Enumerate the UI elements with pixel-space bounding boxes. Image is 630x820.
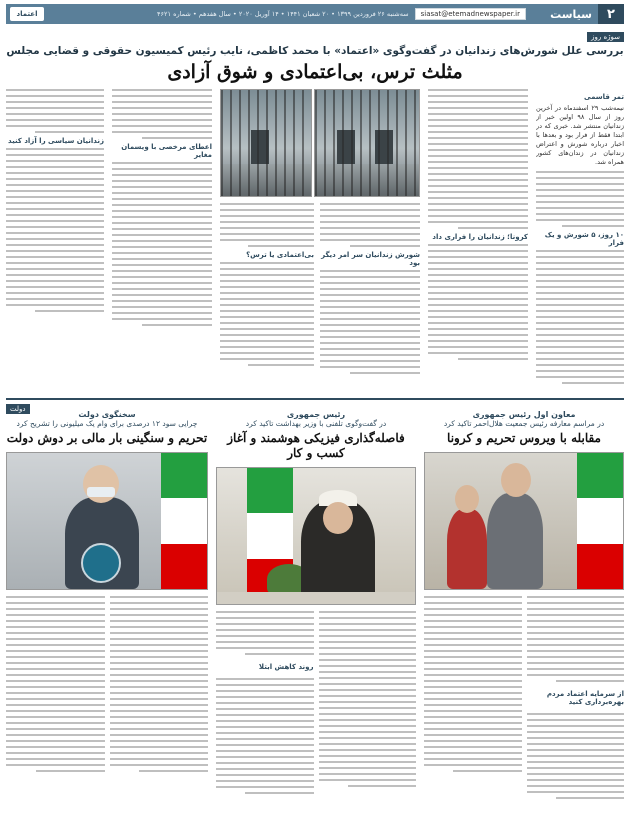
column-text xyxy=(536,250,624,384)
lead-headline: مثلث ترس، بی‌اعتمادی و شوق آزادی xyxy=(167,61,463,83)
lead-subhead-4: بی‌اعتمادی یا ترس؟ xyxy=(246,251,314,259)
lead-subhead-6: زندانیان سیاسی را آزاد کنید xyxy=(8,137,104,145)
lead-subhead-3: شورش زندانیان سر امر دیگر بود xyxy=(321,251,420,267)
face-mask xyxy=(87,487,115,497)
column-text xyxy=(536,171,624,227)
story-inner-subhead: روند کاهش ابتلا xyxy=(258,663,314,671)
prison-photo-right xyxy=(220,89,312,197)
column-text xyxy=(112,89,212,139)
lead-kicker: بررسی علل شورش‌های زندانیان در گفت‌وگوی «اعتماد» با محمد کاظمی، نایب رئیس کمیسیون حقوقی و قضایی مجلس xyxy=(6,45,624,57)
podium-emblem xyxy=(81,543,121,583)
column-text xyxy=(220,262,314,366)
story-subkicker: در گفت‌وگوی تلفنی با وزیر بهداشت تاکید کرد xyxy=(245,419,387,428)
column-text xyxy=(6,596,105,772)
section-title: سیاست xyxy=(550,7,592,21)
lead-column-4 xyxy=(220,203,314,366)
story-headline: تحریم و سنگینی بار مالی بر دوش دولت xyxy=(6,431,208,445)
lead-subhead-5: اعطای مرخصی با ویسمان مغایر xyxy=(121,143,212,159)
lead-article xyxy=(6,89,624,401)
column-text xyxy=(6,89,104,133)
page-header xyxy=(6,4,624,24)
lead-tag: سوژه روز xyxy=(587,32,624,42)
story-first-vice-president xyxy=(424,410,624,815)
lead-column-6 xyxy=(6,89,104,312)
column-text xyxy=(428,244,528,360)
column-text xyxy=(319,611,417,794)
page-number: ۲ xyxy=(598,4,624,24)
column-text xyxy=(320,270,420,374)
story-subkicker: چرایی سود ۱۲ درصدی برای وام یک میلیونی را تشریح کرد xyxy=(16,419,198,428)
column-text xyxy=(320,203,420,247)
lead-subhead-1: ۱۰ روز، ۵ شورش و یک فرار xyxy=(544,231,624,247)
section-email[interactable]: siasat@etemadnewspaper.ir xyxy=(415,8,526,20)
column-text xyxy=(527,596,625,799)
column-text xyxy=(220,203,314,247)
column-text xyxy=(112,162,212,326)
story-kicker: رئیس جمهوری xyxy=(286,410,346,419)
story-kicker: سخنگوی دولت xyxy=(78,410,136,419)
lead-column-2 xyxy=(428,89,528,360)
bottom-section-tag: دولت xyxy=(6,404,30,414)
prison-photo-left xyxy=(314,89,420,197)
story-photo xyxy=(6,452,208,590)
story-kicker: معاون اول رئیس جمهوری xyxy=(472,410,576,419)
iran-flag-image xyxy=(577,453,623,589)
section-divider xyxy=(6,398,624,406)
story-photo xyxy=(216,467,416,605)
story-headline: فاصله‌گذاری فیزیکی هوشمند و آغاز کسب و کار xyxy=(227,431,405,460)
story-photo xyxy=(424,452,624,590)
lead-column-3 xyxy=(320,203,420,374)
lead-byline: تمر قاسمی xyxy=(584,93,624,101)
column-text xyxy=(216,611,314,794)
story-subkicker: در مراسم معارفه رئیس جمعیت هلال‌احمر تاکید کرد xyxy=(443,419,605,428)
iran-flag-image xyxy=(161,453,207,589)
column-text xyxy=(6,148,104,312)
story-president xyxy=(216,410,416,815)
story-government-spokesman xyxy=(6,410,208,815)
column-text xyxy=(424,596,522,799)
lead-column-1 xyxy=(536,89,624,384)
story-headline: مقابله با ویروس تحریم و کرونا xyxy=(447,431,601,445)
column-text xyxy=(110,596,209,772)
column-text xyxy=(428,89,528,229)
lead-intro: نیمه‌شب ۲۹ اسفندماه در آخرین روز از سال ۹۸ اولین خبر از زندانیان منتشر شد. خبری که در ابتدا فقط از فرار بود و بعدها با اخبار درباره شورش و اعتراض زندانیان در زندان‌های کشور همراه شد. xyxy=(536,104,624,166)
lead-column-5 xyxy=(112,89,212,326)
story-inner-subhead: از سرمایه اعتماد مردم بهره‌برداری کنید xyxy=(546,690,624,706)
date-line: سه‌شنبه ۲۶ فروردین ۱۳۹۹ • ۲۰ شعبان ۱۴۴۱ • ۱۴ آوریل ۲۰۲۰ • سال هفدهم • شماره ۴۶۲۱ xyxy=(157,10,409,18)
newspaper-logo: اعتماد xyxy=(10,7,44,21)
lead-subhead-2: کرونا؛ زندانیان را فراری داد xyxy=(432,233,528,241)
